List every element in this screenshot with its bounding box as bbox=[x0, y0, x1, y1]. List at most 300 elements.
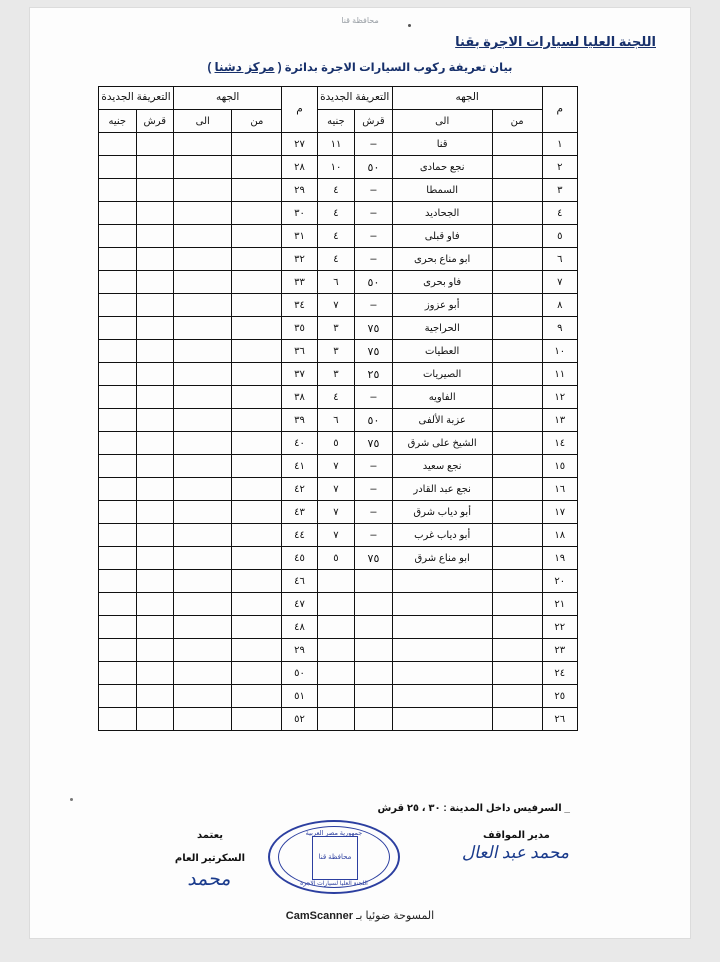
manager-role-label: مدير المواقف bbox=[483, 830, 550, 841]
header-piastre-left: قرش bbox=[136, 110, 173, 133]
table-header-row-1 bbox=[99, 87, 578, 110]
table-row bbox=[99, 478, 578, 501]
cell-from-left bbox=[232, 271, 282, 294]
header-destination-left: الجهه bbox=[174, 87, 282, 110]
cell-piastre-right: ٥٠ bbox=[355, 271, 392, 294]
cell-from-right bbox=[492, 593, 542, 616]
cell-pound-left bbox=[99, 156, 137, 179]
cell-piastre-right: – bbox=[355, 455, 392, 478]
cell-from-left bbox=[232, 409, 282, 432]
cell-piastre-right: – bbox=[355, 524, 392, 547]
cell-from-left bbox=[232, 432, 282, 455]
cell-from-right bbox=[492, 685, 542, 708]
table-row bbox=[99, 685, 578, 708]
cell-piastre-right bbox=[355, 570, 392, 593]
cell-to-right: الجحاديد bbox=[392, 202, 492, 225]
cell-piastre-left bbox=[136, 133, 173, 156]
cell-pound-left bbox=[99, 501, 137, 524]
cell-from-right bbox=[492, 547, 542, 570]
cell-pound-right: ١٠ bbox=[317, 156, 355, 179]
cell-pound-left bbox=[99, 662, 137, 685]
cell-no-right: ٨ bbox=[542, 294, 577, 317]
cell-piastre-right: – bbox=[355, 294, 392, 317]
tariff-table-wrapper bbox=[98, 86, 578, 731]
cell-from-left bbox=[232, 133, 282, 156]
cell-no-right: ٦ bbox=[542, 248, 577, 271]
cell-from-right bbox=[492, 156, 542, 179]
cell-piastre-left bbox=[136, 501, 173, 524]
cell-pound-right bbox=[317, 662, 355, 685]
table-row bbox=[99, 639, 578, 662]
cell-to-right: نجع سعيد bbox=[392, 455, 492, 478]
cell-to-right: الشيخ على شرق bbox=[392, 432, 492, 455]
cell-no-left: ٢٩ bbox=[282, 639, 317, 662]
cell-no-left: ٤٨ bbox=[282, 616, 317, 639]
cell-from-left bbox=[232, 179, 282, 202]
cell-from-left bbox=[232, 570, 282, 593]
cell-no-left: ٥٠ bbox=[282, 662, 317, 685]
cell-to-right bbox=[392, 616, 492, 639]
cell-piastre-left bbox=[136, 432, 173, 455]
statement-title bbox=[30, 60, 690, 74]
cell-piastre-right: ٥٠ bbox=[355, 156, 392, 179]
cell-no-left: ٣١ bbox=[282, 225, 317, 248]
cell-to-left bbox=[174, 685, 232, 708]
cell-from-right bbox=[492, 294, 542, 317]
cell-piastre-left bbox=[136, 340, 173, 363]
cell-piastre-right bbox=[355, 685, 392, 708]
cell-from-left bbox=[232, 616, 282, 639]
table-row bbox=[99, 570, 578, 593]
cell-from-left bbox=[232, 455, 282, 478]
cell-from-right bbox=[492, 271, 542, 294]
cell-pound-right bbox=[317, 570, 355, 593]
header-destination-right: الجهه bbox=[392, 87, 542, 110]
table-row bbox=[99, 317, 578, 340]
table-row bbox=[99, 294, 578, 317]
cell-pound-right: ٤ bbox=[317, 386, 355, 409]
committee-title: اللجنة العليا لسيارات الاجرة بقنا bbox=[455, 34, 656, 49]
cell-pound-left bbox=[99, 179, 137, 202]
cell-piastre-right: – bbox=[355, 501, 392, 524]
cell-to-left bbox=[174, 340, 232, 363]
table-row bbox=[99, 156, 578, 179]
cell-from-left bbox=[232, 202, 282, 225]
cell-from-right bbox=[492, 478, 542, 501]
cell-pound-right bbox=[317, 639, 355, 662]
cell-no-right: ١٠ bbox=[542, 340, 577, 363]
cell-no-left: ٤٦ bbox=[282, 570, 317, 593]
cell-to-right bbox=[392, 639, 492, 662]
stamp-bottom-text: اللجنة العليا لسيارات الاجرة bbox=[300, 881, 368, 887]
cell-piastre-right: – bbox=[355, 202, 392, 225]
cell-piastre-right: ٧٥ bbox=[355, 317, 392, 340]
cell-from-left bbox=[232, 593, 282, 616]
cell-from-right bbox=[492, 639, 542, 662]
cell-from-right bbox=[492, 708, 542, 731]
cell-no-left: ٤٧ bbox=[282, 593, 317, 616]
cell-no-right: ٢٠ bbox=[542, 570, 577, 593]
cell-from-left bbox=[232, 685, 282, 708]
cell-from-left bbox=[232, 294, 282, 317]
cell-to-right: الصيريات bbox=[392, 363, 492, 386]
cell-no-left: ٣٦ bbox=[282, 340, 317, 363]
cell-pound-right: ٣ bbox=[317, 340, 355, 363]
cell-pound-left bbox=[99, 455, 137, 478]
cell-from-left bbox=[232, 501, 282, 524]
table-row bbox=[99, 708, 578, 731]
cell-piastre-left bbox=[136, 409, 173, 432]
cell-to-right: نجع عبد القادر bbox=[392, 478, 492, 501]
cell-piastre-left bbox=[136, 294, 173, 317]
cell-pound-right: ٧ bbox=[317, 455, 355, 478]
tariff-table-body bbox=[99, 133, 578, 731]
cell-no-right: ١٧ bbox=[542, 501, 577, 524]
cell-to-right: ابو مناع شرق bbox=[392, 547, 492, 570]
cell-piastre-right: ٧٥ bbox=[355, 432, 392, 455]
cell-from-left bbox=[232, 662, 282, 685]
cell-to-right bbox=[392, 662, 492, 685]
header-to-right: الى bbox=[392, 110, 492, 133]
cell-from-right bbox=[492, 340, 542, 363]
cell-piastre-right: ٢٥ bbox=[355, 363, 392, 386]
cell-piastre-right bbox=[355, 662, 392, 685]
cell-piastre-right: – bbox=[355, 248, 392, 271]
cell-to-right: نجع حمادى bbox=[392, 156, 492, 179]
cell-piastre-left bbox=[136, 570, 173, 593]
cell-from-right bbox=[492, 455, 542, 478]
cell-to-right bbox=[392, 570, 492, 593]
cell-pound-left bbox=[99, 133, 137, 156]
cell-no-right: ٥ bbox=[542, 225, 577, 248]
cell-no-right: ٢٥ bbox=[542, 685, 577, 708]
cell-from-right bbox=[492, 133, 542, 156]
cell-to-right: العطيات bbox=[392, 340, 492, 363]
cell-piastre-left bbox=[136, 225, 173, 248]
table-row bbox=[99, 432, 578, 455]
cell-from-right bbox=[492, 179, 542, 202]
center-name: مركز دشنا bbox=[214, 60, 275, 74]
cell-piastre-right: – bbox=[355, 478, 392, 501]
cell-to-right: أبو دياب غرب bbox=[392, 524, 492, 547]
cell-pound-right: ٥ bbox=[317, 432, 355, 455]
cell-pound-left bbox=[99, 248, 137, 271]
cell-from-right bbox=[492, 432, 542, 455]
cell-pound-left bbox=[99, 271, 137, 294]
cell-to-right: عزبة الألفى bbox=[392, 409, 492, 432]
table-row bbox=[99, 386, 578, 409]
cell-pound-right: ٤ bbox=[317, 248, 355, 271]
cell-pound-right: ٤ bbox=[317, 179, 355, 202]
cell-no-right: ١٣ bbox=[542, 409, 577, 432]
cell-no-right: ٢١ bbox=[542, 593, 577, 616]
cell-piastre-left bbox=[136, 386, 173, 409]
header-pound-left: جنيه bbox=[99, 110, 137, 133]
cell-no-left: ٣٩ bbox=[282, 409, 317, 432]
cell-to-left bbox=[174, 386, 232, 409]
table-row bbox=[99, 340, 578, 363]
cell-pound-left bbox=[99, 547, 137, 570]
cell-to-right: فاو قبلى bbox=[392, 225, 492, 248]
cell-piastre-right: ٧٥ bbox=[355, 340, 392, 363]
header-from-left: من bbox=[232, 110, 282, 133]
cell-piastre-left bbox=[136, 363, 173, 386]
header-no-right: م bbox=[542, 87, 577, 133]
cell-from-left bbox=[232, 248, 282, 271]
cell-pound-left bbox=[99, 340, 137, 363]
cell-from-left bbox=[232, 639, 282, 662]
cell-no-left: ٤٤ bbox=[282, 524, 317, 547]
cell-from-right bbox=[492, 317, 542, 340]
approve-label: يعتمد bbox=[197, 830, 223, 841]
cell-piastre-right: – bbox=[355, 225, 392, 248]
cell-from-right bbox=[492, 570, 542, 593]
cell-pound-left bbox=[99, 317, 137, 340]
cell-no-left: ٤٥ bbox=[282, 547, 317, 570]
stamp-center-text: محافظة قنا bbox=[312, 836, 358, 880]
cell-pound-right: ٣ bbox=[317, 317, 355, 340]
cell-to-left bbox=[174, 501, 232, 524]
cell-piastre-right bbox=[355, 708, 392, 731]
cell-to-right: أبو عزوز bbox=[392, 294, 492, 317]
tariff-table bbox=[98, 86, 578, 731]
table-header-row-2 bbox=[99, 110, 578, 133]
cell-no-left: ٣٧ bbox=[282, 363, 317, 386]
cell-to-left bbox=[174, 133, 232, 156]
cell-to-left bbox=[174, 271, 232, 294]
table-row bbox=[99, 616, 578, 639]
cell-from-right bbox=[492, 363, 542, 386]
cell-pound-right: ٦ bbox=[317, 409, 355, 432]
cell-to-right bbox=[392, 708, 492, 731]
cell-from-right bbox=[492, 248, 542, 271]
cell-to-left bbox=[174, 639, 232, 662]
cell-pound-left bbox=[99, 294, 137, 317]
cell-piastre-right: – bbox=[355, 386, 392, 409]
cell-from-right bbox=[492, 616, 542, 639]
cell-no-right: ١٦ bbox=[542, 478, 577, 501]
document-authority-header: محافظة قنا bbox=[341, 16, 379, 25]
cell-to-left bbox=[174, 294, 232, 317]
cell-from-right bbox=[492, 225, 542, 248]
cell-pound-right bbox=[317, 708, 355, 731]
table-row bbox=[99, 593, 578, 616]
cell-to-left bbox=[174, 202, 232, 225]
cell-from-left bbox=[232, 478, 282, 501]
cell-to-left bbox=[174, 547, 232, 570]
cell-from-right bbox=[492, 409, 542, 432]
cell-pound-left bbox=[99, 616, 137, 639]
cell-from-right bbox=[492, 202, 542, 225]
header-to-left: الى bbox=[174, 110, 232, 133]
cell-pound-left bbox=[99, 593, 137, 616]
table-row bbox=[99, 225, 578, 248]
document-page bbox=[30, 8, 690, 938]
city-fare-note: _ السرفيس داخل المدينة : ٣٠ ، ٢٥ قرش bbox=[377, 803, 570, 814]
cell-to-right: الحراجية bbox=[392, 317, 492, 340]
cell-no-right: ١٥ bbox=[542, 455, 577, 478]
cell-from-left bbox=[232, 340, 282, 363]
cell-pound-right bbox=[317, 593, 355, 616]
cell-from-right bbox=[492, 662, 542, 685]
cell-piastre-left bbox=[136, 271, 173, 294]
cell-from-right bbox=[492, 501, 542, 524]
header-piastre-right: قرش bbox=[355, 110, 392, 133]
cell-from-right bbox=[492, 524, 542, 547]
cell-pound-left bbox=[99, 202, 137, 225]
cell-pound-right: ٧ bbox=[317, 501, 355, 524]
table-row bbox=[99, 409, 578, 432]
cell-to-left bbox=[174, 478, 232, 501]
cell-no-left: ٤٠ bbox=[282, 432, 317, 455]
scan-artifact-dot-top bbox=[408, 24, 411, 27]
cell-no-left: ٣٥ bbox=[282, 317, 317, 340]
table-row bbox=[99, 248, 578, 271]
cell-pound-left bbox=[99, 386, 137, 409]
table-row bbox=[99, 524, 578, 547]
cell-from-left bbox=[232, 708, 282, 731]
table-row bbox=[99, 501, 578, 524]
cell-piastre-left bbox=[136, 478, 173, 501]
cell-piastre-right: ٥٠ bbox=[355, 409, 392, 432]
cell-piastre-left bbox=[136, 685, 173, 708]
cell-to-right: السمطا bbox=[392, 179, 492, 202]
cell-pound-left bbox=[99, 570, 137, 593]
cell-to-left bbox=[174, 179, 232, 202]
cell-piastre-right: – bbox=[355, 179, 392, 202]
cell-pound-right: ٧ bbox=[317, 294, 355, 317]
cell-from-left bbox=[232, 156, 282, 179]
cell-to-left bbox=[174, 225, 232, 248]
cell-to-right: ابو مناع بحرى bbox=[392, 248, 492, 271]
table-row bbox=[99, 363, 578, 386]
cell-no-right: ٤ bbox=[542, 202, 577, 225]
cell-from-left bbox=[232, 547, 282, 570]
cell-piastre-right: ٧٥ bbox=[355, 547, 392, 570]
header-from-right: من bbox=[492, 110, 542, 133]
cell-pound-left bbox=[99, 524, 137, 547]
secretary-role-label: السكرتير العام bbox=[174, 853, 246, 864]
cell-to-right: فاو بحرى bbox=[392, 271, 492, 294]
table-row bbox=[99, 202, 578, 225]
signature-block-secretary bbox=[150, 830, 270, 891]
cell-from-left bbox=[232, 524, 282, 547]
cell-no-right: ١٩ bbox=[542, 547, 577, 570]
cell-pound-left bbox=[99, 478, 137, 501]
cell-piastre-right bbox=[355, 616, 392, 639]
cell-to-left bbox=[174, 248, 232, 271]
cell-piastre-left bbox=[136, 455, 173, 478]
cell-to-left bbox=[174, 317, 232, 340]
cell-pound-right bbox=[317, 616, 355, 639]
cell-piastre-left bbox=[136, 616, 173, 639]
cell-no-right: ٣ bbox=[542, 179, 577, 202]
cell-no-right: ١٨ bbox=[542, 524, 577, 547]
cell-to-right: قنا bbox=[392, 133, 492, 156]
cell-piastre-left bbox=[136, 662, 173, 685]
cell-from-left bbox=[232, 386, 282, 409]
cell-no-right: ٢٤ bbox=[542, 662, 577, 685]
cell-to-right: أبو دياب شرق bbox=[392, 501, 492, 524]
cell-piastre-left bbox=[136, 317, 173, 340]
cell-to-left bbox=[174, 708, 232, 731]
cell-to-left bbox=[174, 156, 232, 179]
cell-pound-left bbox=[99, 708, 137, 731]
header-no-left: م bbox=[282, 87, 317, 133]
cell-no-right: ٢٢ bbox=[542, 616, 577, 639]
cell-from-right bbox=[492, 386, 542, 409]
cell-pound-right: ١١ bbox=[317, 133, 355, 156]
cell-no-right: ١١ bbox=[542, 363, 577, 386]
cell-from-left bbox=[232, 317, 282, 340]
table-row bbox=[99, 179, 578, 202]
cell-no-left: ٥٢ bbox=[282, 708, 317, 731]
cell-no-left: ٣٣ bbox=[282, 271, 317, 294]
cell-piastre-left bbox=[136, 547, 173, 570]
cell-piastre-left bbox=[136, 708, 173, 731]
cell-pound-left bbox=[99, 432, 137, 455]
cell-no-left: ٣٠ bbox=[282, 202, 317, 225]
table-row bbox=[99, 455, 578, 478]
cell-pound-left bbox=[99, 409, 137, 432]
header-tariff-right: التعريفة الجديدة bbox=[317, 87, 392, 110]
cell-to-left bbox=[174, 363, 232, 386]
cell-to-left bbox=[174, 432, 232, 455]
cell-no-right: ٩ bbox=[542, 317, 577, 340]
cell-to-right bbox=[392, 685, 492, 708]
cell-pound-right: ٧ bbox=[317, 478, 355, 501]
cell-no-left: ٤٢ bbox=[282, 478, 317, 501]
cell-no-left: ٢٩ bbox=[282, 179, 317, 202]
cell-piastre-right bbox=[355, 593, 392, 616]
camscanner-brand: CamScanner bbox=[285, 910, 354, 922]
cell-to-left bbox=[174, 593, 232, 616]
cell-pound-right: ٧ bbox=[317, 524, 355, 547]
cell-to-right: الفاويه bbox=[392, 386, 492, 409]
cell-from-left bbox=[232, 363, 282, 386]
cell-pound-left bbox=[99, 685, 137, 708]
cell-no-left: ٣٢ bbox=[282, 248, 317, 271]
cell-pound-right: ٦ bbox=[317, 271, 355, 294]
cell-piastre-left bbox=[136, 248, 173, 271]
header-tariff-left: التعريفة الجديدة bbox=[99, 87, 174, 110]
cell-no-right: ١٢ bbox=[542, 386, 577, 409]
cell-piastre-right: – bbox=[355, 133, 392, 156]
cell-no-right: ٧ bbox=[542, 271, 577, 294]
cell-no-right: ٢٣ bbox=[542, 639, 577, 662]
manager-signature: محمد عبد العال bbox=[460, 843, 573, 862]
cell-no-left: ٤٣ bbox=[282, 501, 317, 524]
camscanner-watermark bbox=[30, 909, 690, 922]
camscanner-prefix: المسوحة ضوئيا بـ bbox=[353, 910, 435, 922]
cell-piastre-left bbox=[136, 639, 173, 662]
header-pound-right: جنيه bbox=[317, 110, 355, 133]
cell-pound-right: ٤ bbox=[317, 202, 355, 225]
cell-no-left: ٢٧ bbox=[282, 133, 317, 156]
scan-artifact-dot-bottom bbox=[70, 798, 73, 801]
cell-to-left bbox=[174, 409, 232, 432]
cell-to-left bbox=[174, 570, 232, 593]
cell-piastre-left bbox=[136, 156, 173, 179]
cell-to-left bbox=[174, 455, 232, 478]
cell-no-right: ١٤ bbox=[542, 432, 577, 455]
cell-pound-left bbox=[99, 363, 137, 386]
cell-pound-right: ٥ bbox=[317, 547, 355, 570]
cell-piastre-left bbox=[136, 179, 173, 202]
cell-to-right bbox=[392, 593, 492, 616]
cell-no-left: ٢٨ bbox=[282, 156, 317, 179]
cell-pound-right: ٣ bbox=[317, 363, 355, 386]
